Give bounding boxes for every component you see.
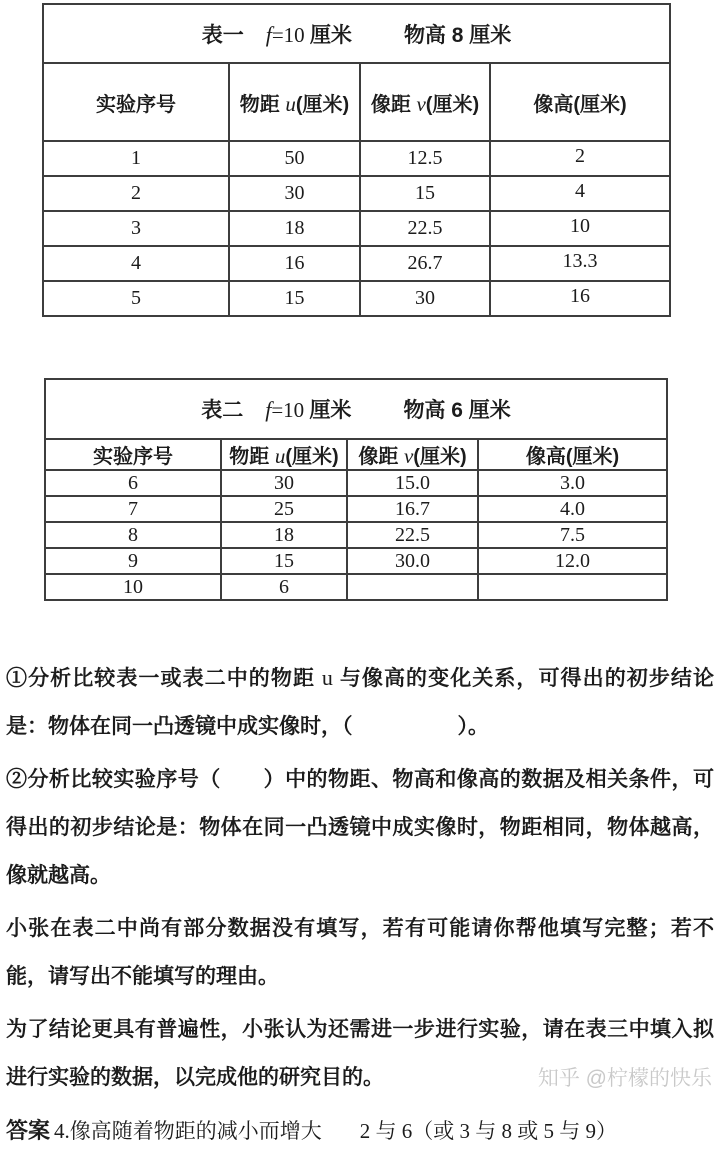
paragraph-2: ②分析比较实验序号（ ）中的物距、物高和像高的数据及相关条件，可得出的初步结论是：物体在同一凸透镜中成实像时，物距相同，物体越高，像就越高。	[6, 768, 714, 887]
table-cell: 15	[360, 176, 490, 211]
header-cell-image-distance	[360, 63, 490, 141]
table-cell: 4.0	[478, 496, 667, 522]
focal-eq: =10	[271, 22, 310, 47]
v-var: v	[416, 91, 426, 116]
header-cell-object-distance	[229, 63, 360, 141]
table-two-title	[46, 394, 666, 424]
focal-eq: =10	[271, 398, 310, 422]
table-cell: 6	[45, 470, 221, 496]
table-one-focal-length	[266, 19, 352, 49]
table-one-label: 表一	[201, 23, 244, 47]
table-cell: 4	[490, 176, 670, 211]
paragraph-3: 小张在表二中尚有部分数据没有填写，若有可能请你帮他填写完整；若不能，请写出不能填写的理由。	[6, 917, 714, 988]
paragraph-1	[6, 654, 714, 751]
table-cell: 25	[221, 496, 347, 522]
table-row	[43, 176, 670, 211]
header-text: 像距	[358, 446, 404, 468]
answer-label: 答案	[6, 1118, 51, 1143]
table-cell: 16.7	[347, 496, 478, 522]
table-row	[45, 470, 667, 496]
answer-pairs: 2 与 6（或 3 与 8 或 5 与 9）	[359, 1119, 618, 1143]
table-row	[43, 246, 670, 281]
header-cell-seq	[43, 63, 229, 141]
table-cell: 15.0	[347, 470, 478, 496]
table-two-title-row	[45, 379, 667, 439]
table-cell: 9	[45, 548, 221, 574]
table-cell: 16	[490, 281, 670, 316]
table-one-title-row	[43, 4, 670, 63]
table-cell: 2	[43, 176, 229, 211]
table-cell: 8	[45, 522, 221, 548]
table-cell: 10	[45, 574, 221, 600]
u-var: u	[285, 91, 296, 116]
table-row	[45, 574, 667, 600]
table-cell: 50	[229, 141, 360, 176]
header-text: 物距	[239, 93, 286, 116]
table-cell: 15	[221, 548, 347, 574]
table-row	[45, 522, 667, 548]
header-unit: (厘米)	[425, 93, 480, 116]
focal-var: f	[265, 397, 272, 422]
header-text: 像高(厘米)	[525, 446, 620, 468]
table-one-title	[44, 19, 669, 49]
table-cell-empty	[478, 574, 667, 600]
table-cell: 30	[221, 470, 347, 496]
table-cell: 13.3	[490, 246, 670, 281]
table-row	[45, 548, 667, 574]
paragraph-4: 为了结论更具有普遍性，小张认为还需进一步进行实验，请在表三中填入拟进行实验的数据，以完成他的研究目的。	[6, 1018, 714, 1089]
header-cell-image-height	[490, 63, 670, 141]
table-row	[43, 211, 670, 246]
header-cell-object-distance	[221, 439, 347, 470]
answer-line	[6, 1107, 714, 1156]
table-cell: 6	[221, 574, 347, 600]
u-var: u	[321, 665, 333, 690]
answer-text: 4.像高随着物距的减小而增大	[54, 1119, 322, 1143]
header-unit: (厘米)	[295, 93, 350, 116]
focal-var: f	[265, 21, 272, 47]
watermark: 知乎 @柠檬的快乐	[537, 1067, 712, 1090]
header-unit: (厘米)	[413, 446, 467, 468]
table-cell: 18	[221, 522, 347, 548]
paragraph-1-post: 与像高的变化关系，可得出的初步结论是：物体在同一凸透镜中成实像时，（ ）。	[6, 667, 714, 738]
header-cell-seq	[45, 439, 221, 470]
table-cell: 12.5	[360, 141, 490, 176]
table-cell: 30	[360, 281, 490, 316]
header-text: 物距	[229, 446, 275, 468]
table-cell: 1	[43, 141, 229, 176]
table-one-header-row	[43, 63, 670, 141]
paragraph-1-pre: ①分析比较表一或表二中的物距	[6, 667, 322, 690]
header-cell-image-distance	[347, 439, 478, 470]
table-cell: 3	[43, 211, 229, 246]
table-row	[45, 496, 667, 522]
table-two-label: 表二	[201, 399, 244, 422]
table-cell: 30	[229, 176, 360, 211]
table-two	[44, 378, 668, 601]
header-text: 实验序号	[93, 446, 173, 468]
table-cell: 22.5	[347, 522, 478, 548]
table-cell: 7	[45, 496, 221, 522]
header-text: 实验序号	[96, 93, 176, 116]
table-cell: 10	[490, 211, 670, 246]
u-var: u	[274, 444, 286, 468]
header-text: 像高(厘米)	[533, 93, 627, 116]
header-text: 像距	[370, 93, 417, 116]
table-two-header-row	[45, 439, 667, 470]
table-row	[43, 281, 670, 316]
table-two-object-height: 物高 6 厘米	[403, 399, 511, 422]
table-cell: 15	[229, 281, 360, 316]
table-cell: 4	[43, 246, 229, 281]
focal-unit: 厘米	[309, 23, 352, 47]
table-cell-empty	[347, 574, 478, 600]
table-cell: 2	[490, 141, 670, 176]
table-one-object-height: 物高 8 厘米	[403, 23, 512, 47]
table-row	[43, 141, 670, 176]
focal-unit: 厘米	[309, 399, 352, 422]
table-two-focal-length	[265, 394, 351, 424]
header-unit: (厘米)	[285, 446, 339, 468]
table-cell: 16	[229, 246, 360, 281]
header-cell-image-height	[478, 439, 667, 470]
table-cell: 18	[229, 211, 360, 246]
table-cell: 12.0	[478, 548, 667, 574]
table-one	[42, 3, 671, 317]
table-cell: 3.0	[478, 470, 667, 496]
table-cell: 22.5	[360, 211, 490, 246]
v-var: v	[403, 444, 414, 468]
table-cell: 7.5	[478, 522, 667, 548]
table-cell: 5	[43, 281, 229, 316]
table-cell: 26.7	[360, 246, 490, 281]
table-cell: 30.0	[347, 548, 478, 574]
